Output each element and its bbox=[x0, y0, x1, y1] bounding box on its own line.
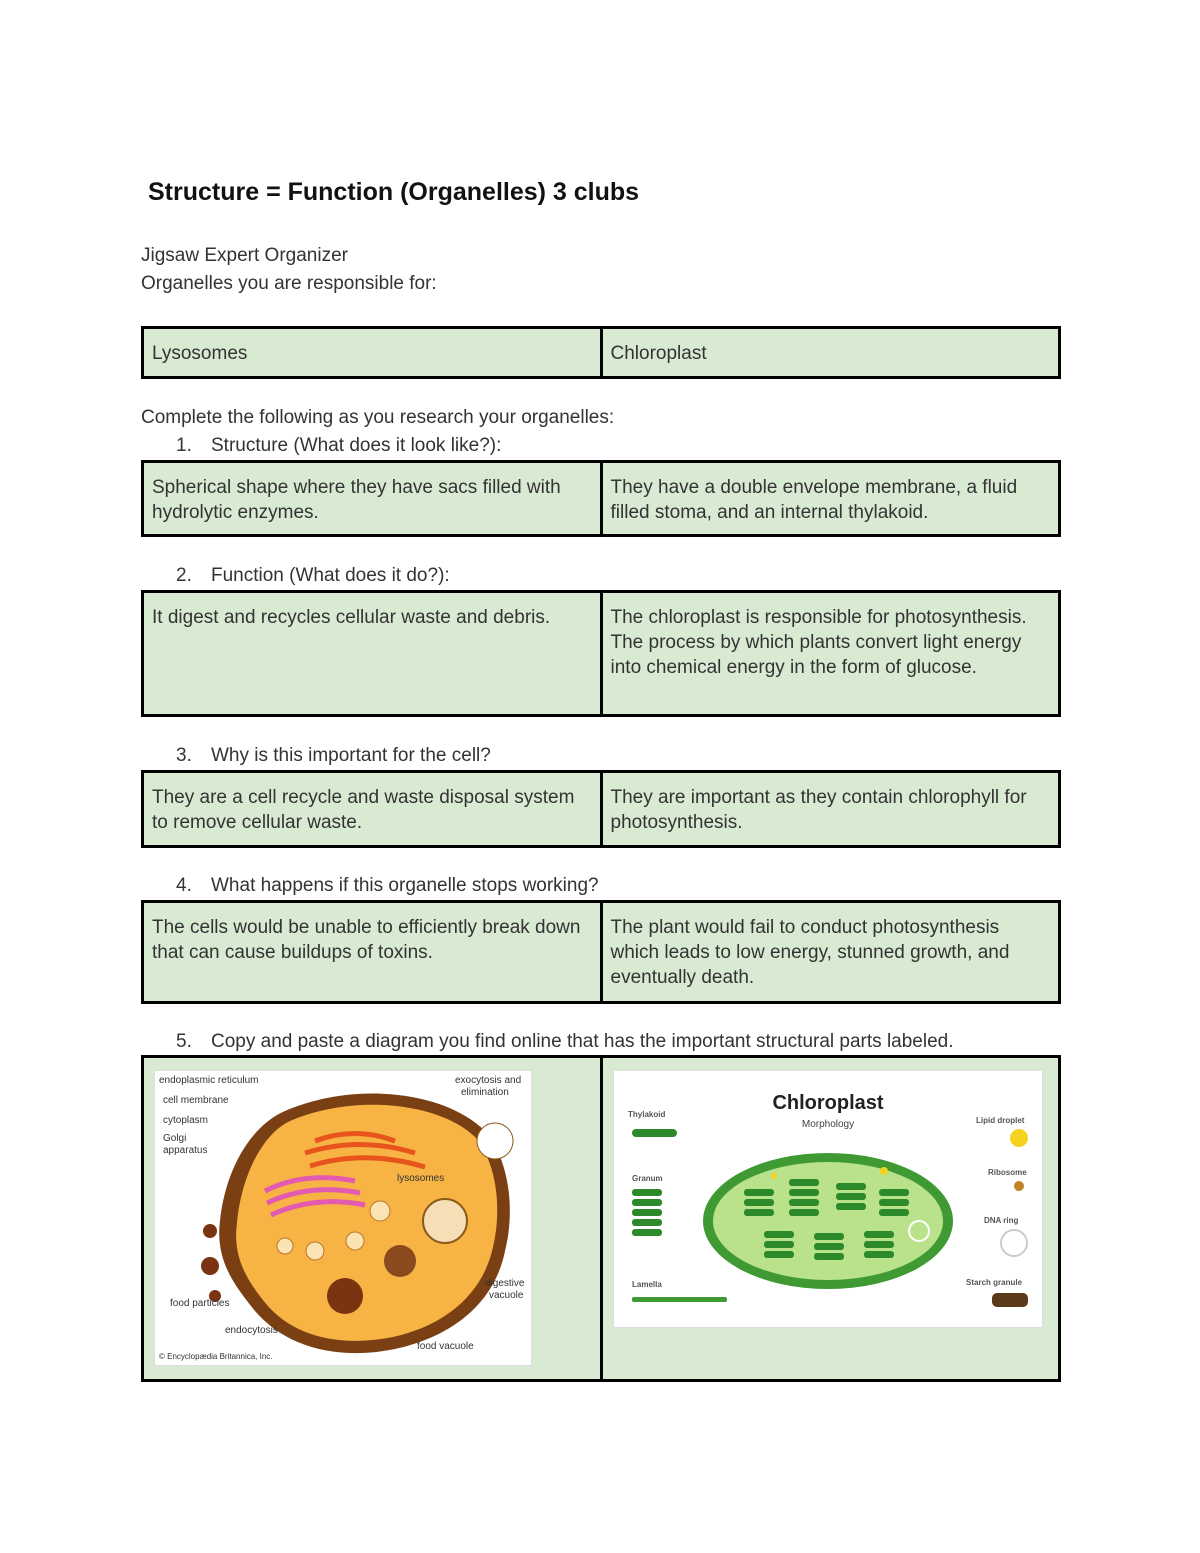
label-food-vacuole: food vacuole bbox=[417, 1341, 474, 1352]
label-lamella: Lamella bbox=[631, 1280, 662, 1289]
responsible-label: Organelles you are responsible for: bbox=[141, 273, 437, 294]
answer-table-4 bbox=[141, 900, 1061, 1004]
question-5 bbox=[176, 1031, 954, 1053]
label-dna-ring: DNA ring bbox=[983, 1216, 1018, 1225]
label-starch-granule: Starch granule bbox=[965, 1278, 1022, 1287]
question-number: 1. bbox=[176, 435, 192, 456]
question-number: 3. bbox=[176, 745, 192, 766]
answer-lysosomes: Spherical shape where they have sacs filled with hydrolytic enzymes. bbox=[143, 462, 602, 536]
organelle-chloroplast: Chloroplast bbox=[601, 328, 1060, 378]
label-thylakoid: Thylakoid bbox=[627, 1110, 665, 1119]
label-endocytosis: endocytosis bbox=[225, 1325, 278, 1336]
question-number: 2. bbox=[176, 565, 192, 586]
instructions: Complete the following as you research your organelles: bbox=[141, 407, 615, 428]
label-er: endoplasmic reticulum bbox=[159, 1075, 259, 1086]
label-food-particles: food particles bbox=[170, 1298, 230, 1309]
answer-lysosomes: They are a cell recycle and waste disposal system to remove cellular waste. bbox=[143, 772, 602, 847]
organelles-table bbox=[141, 326, 1061, 379]
answer-table-3 bbox=[141, 770, 1061, 848]
organelle-lysosomes: Lysosomes bbox=[143, 328, 602, 378]
label-lipid-droplet: Lipid droplet bbox=[975, 1116, 1024, 1125]
label-cell-membrane: cell membrane bbox=[163, 1095, 229, 1106]
question-text: Why is this important for the cell? bbox=[211, 745, 491, 766]
chloroplast-diagram bbox=[613, 1070, 1043, 1328]
subtitle: Jigsaw Expert Organizer bbox=[141, 245, 348, 266]
label-exocytosis: exocytosis and bbox=[455, 1075, 522, 1086]
label-digestive: digestive bbox=[485, 1278, 525, 1289]
question-text: Function (What does it do?): bbox=[211, 565, 450, 586]
answer-chloroplast: They have a double envelope membrane, a fluid filled stoma, and an internal thylakoid. bbox=[601, 462, 1060, 536]
question-4 bbox=[176, 875, 599, 897]
label-ribosome: Ribosome bbox=[987, 1168, 1027, 1177]
answer-chloroplast: The plant would fail to conduct photosynthesis which leads to low energy, stunned growth, and eventually death. bbox=[601, 902, 1060, 1003]
label-cytoplasm: cytoplasm bbox=[163, 1115, 209, 1126]
lysosome-diagram-svg bbox=[155, 1071, 531, 1365]
answer-lysosomes: The cells would be unable to efficiently break down that can cause buildups of toxins. bbox=[143, 902, 602, 1003]
label-apparatus: apparatus bbox=[163, 1145, 208, 1156]
lysosome-diagram-cell bbox=[143, 1057, 602, 1381]
chloroplast-subtitle: Morphology bbox=[801, 1119, 854, 1130]
question-number: 4. bbox=[176, 875, 192, 896]
question-text: Copy and paste a diagram you find online that has the important structural parts labeled. bbox=[211, 1031, 954, 1052]
label-copyright: © Encyclopædia Britannica, Inc. bbox=[159, 1352, 273, 1361]
chloroplast-diagram-cell bbox=[601, 1057, 1060, 1381]
page-title: Structure = Function (Organelles) 3 clubs bbox=[148, 178, 640, 206]
answer-chloroplast: They are important as they contain chlorophyll for photosynthesis. bbox=[601, 772, 1060, 847]
question-text: What happens if this organelle stops working? bbox=[211, 875, 599, 896]
question-text: Structure (What does it look like?): bbox=[211, 435, 502, 456]
answer-lysosomes: It digest and recycles cellular waste and debris. bbox=[143, 592, 602, 716]
answer-table-1 bbox=[141, 460, 1061, 537]
chloroplast-diagram-svg bbox=[614, 1071, 1042, 1327]
answer-chloroplast: The chloroplast is responsible for photosynthesis. The process by which plants convert light energy into chemical energy in the form of glucose. bbox=[601, 592, 1060, 716]
label-lysosomes: lysosomes bbox=[397, 1173, 445, 1184]
answer-table-2 bbox=[141, 590, 1061, 717]
question-3 bbox=[176, 745, 491, 767]
lysosome-diagram bbox=[154, 1070, 532, 1366]
chloroplast-title: Chloroplast bbox=[771, 1092, 884, 1114]
label-elimination: elimination bbox=[461, 1087, 509, 1098]
chloroplast-stroma bbox=[713, 1162, 943, 1280]
question-number: 5. bbox=[176, 1031, 192, 1052]
question-2 bbox=[176, 565, 450, 587]
question-1 bbox=[176, 435, 501, 457]
label-golgi: Golgi bbox=[163, 1133, 187, 1144]
diagram-table bbox=[141, 1055, 1061, 1382]
label-vacuole: vacuole bbox=[489, 1290, 524, 1301]
label-granum: Granum bbox=[631, 1174, 663, 1183]
